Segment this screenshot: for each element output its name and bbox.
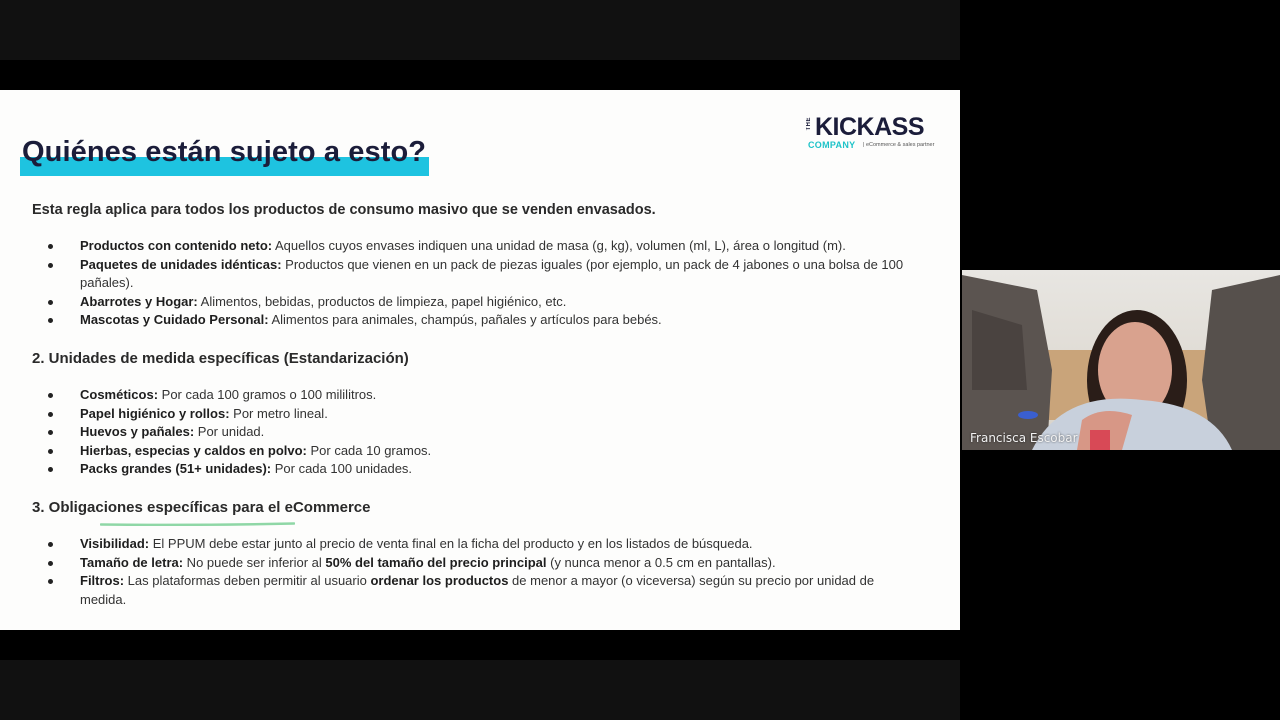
section2-heading: 2. Unidades de medida específicas (Estandarización) — [32, 350, 409, 367]
item-label: Huevos y pañales: — [80, 424, 195, 439]
list-item — [48, 237, 908, 256]
list-item — [48, 386, 908, 405]
bullet-icon — [48, 430, 53, 435]
list-item — [48, 311, 908, 330]
section2-list — [48, 386, 908, 479]
list-item — [48, 256, 908, 293]
item-text: Alimentos para animales, champús, pañales y artículos para bebés. — [268, 312, 662, 327]
item-text: de menor a mayor (o viceversa) según su precio por unidad de medida. — [80, 573, 875, 607]
item-text: Por cada 100 gramos o 100 mililitros. — [158, 387, 377, 402]
slide-title: Quiénes están sujeto a esto? — [22, 136, 427, 168]
item-label: Packs grandes (51+ unidades): — [80, 461, 272, 476]
list-item — [48, 442, 908, 461]
bullet-icon — [48, 300, 53, 305]
logo-the: THE — [806, 117, 812, 131]
bullet-icon — [48, 263, 53, 268]
item-text: Las plataformas deben permitir al usuario — [124, 573, 371, 588]
participant-video-feed — [962, 270, 1280, 450]
item-text: Alimentos, bebidas, productos de limpieza, papel higiénico, etc. — [197, 293, 567, 309]
bullet-icon — [48, 467, 53, 472]
section1-list — [48, 237, 908, 330]
logo-wordmark: KICKASS — [815, 113, 925, 141]
item-label: Filtros: — [80, 573, 125, 588]
bullet-icon — [48, 244, 53, 249]
logo-company: COMPANY — [808, 140, 856, 150]
item-label: Visibilidad: — [80, 536, 150, 551]
item-label: Abarrotes y Hogar: — [80, 293, 198, 309]
intro-text: Esta regla aplica para todos los productos de consumo masivo que se venden envasados. — [32, 202, 656, 218]
bullet-icon — [48, 579, 53, 584]
kickass-company-logo — [806, 114, 946, 154]
list-item — [48, 293, 908, 312]
section3-heading: 3. Obligaciones específicas para el eCommerce — [32, 499, 371, 516]
item-emphasis: ordenar los productos — [370, 573, 509, 588]
item-text: Productos que vienen en un pack de piezas iguales (por ejemplo, un pack de 4 jabones o una bolsa de 100 pañales). — [80, 256, 904, 290]
item-text: Por unidad. — [194, 424, 265, 439]
presentation-slide — [0, 90, 960, 630]
item-label: Papel higiénico y rollos: — [80, 405, 230, 421]
item-label: Hierbas, especias y caldos en polvo: — [80, 442, 307, 458]
item-emphasis: 50% del tamaño del precio principal — [325, 554, 547, 570]
item-text: El PPUM debe estar junto al precio de venta final en la ficha del producto y en los listados de búsqueda. — [149, 536, 753, 551]
list-item — [48, 423, 908, 442]
list-item — [48, 535, 908, 554]
item-text: Por cada 10 gramos. — [306, 442, 432, 458]
item-label: Paquetes de unidades idénticas: — [80, 256, 282, 272]
section3-list — [48, 535, 908, 609]
list-item — [48, 405, 908, 424]
bullet-icon — [48, 318, 53, 323]
bottom-letterbox — [0, 660, 960, 720]
list-item — [48, 554, 908, 573]
item-text: Aquellos cuyos envases indiquen una unidad de masa (g, kg), volumen (ml, L), área o longitud (m). — [272, 238, 846, 253]
top-letterbox — [0, 0, 960, 60]
list-item — [48, 572, 908, 609]
slide-title-block — [20, 136, 426, 169]
bullet-icon — [48, 412, 53, 417]
participant-video-tile[interactable] — [962, 270, 1280, 450]
item-label: Mascotas y Cuidado Personal: — [80, 312, 269, 327]
item-label: Cosméticos: — [80, 387, 159, 402]
list-item — [48, 460, 908, 479]
participant-name-label: Francisca Escobar — [970, 431, 1078, 445]
bullet-icon — [48, 561, 53, 566]
bullet-icon — [48, 449, 53, 454]
item-label: Tamaño de letra: — [80, 554, 184, 570]
item-label: Productos con contenido neto: — [80, 238, 273, 253]
item-text: Por cada 100 unidades. — [271, 461, 413, 476]
item-text: (y nunca menor a 0.5 cm en pantallas). — [546, 554, 776, 570]
annotation-underline — [100, 522, 295, 526]
logo-tagline: | eCommerce & sales partner — [863, 142, 935, 148]
item-text: Por metro lineal. — [229, 405, 328, 421]
bullet-icon — [48, 542, 53, 547]
bullet-icon — [48, 393, 53, 398]
item-text: No puede ser inferior al — [183, 554, 326, 570]
